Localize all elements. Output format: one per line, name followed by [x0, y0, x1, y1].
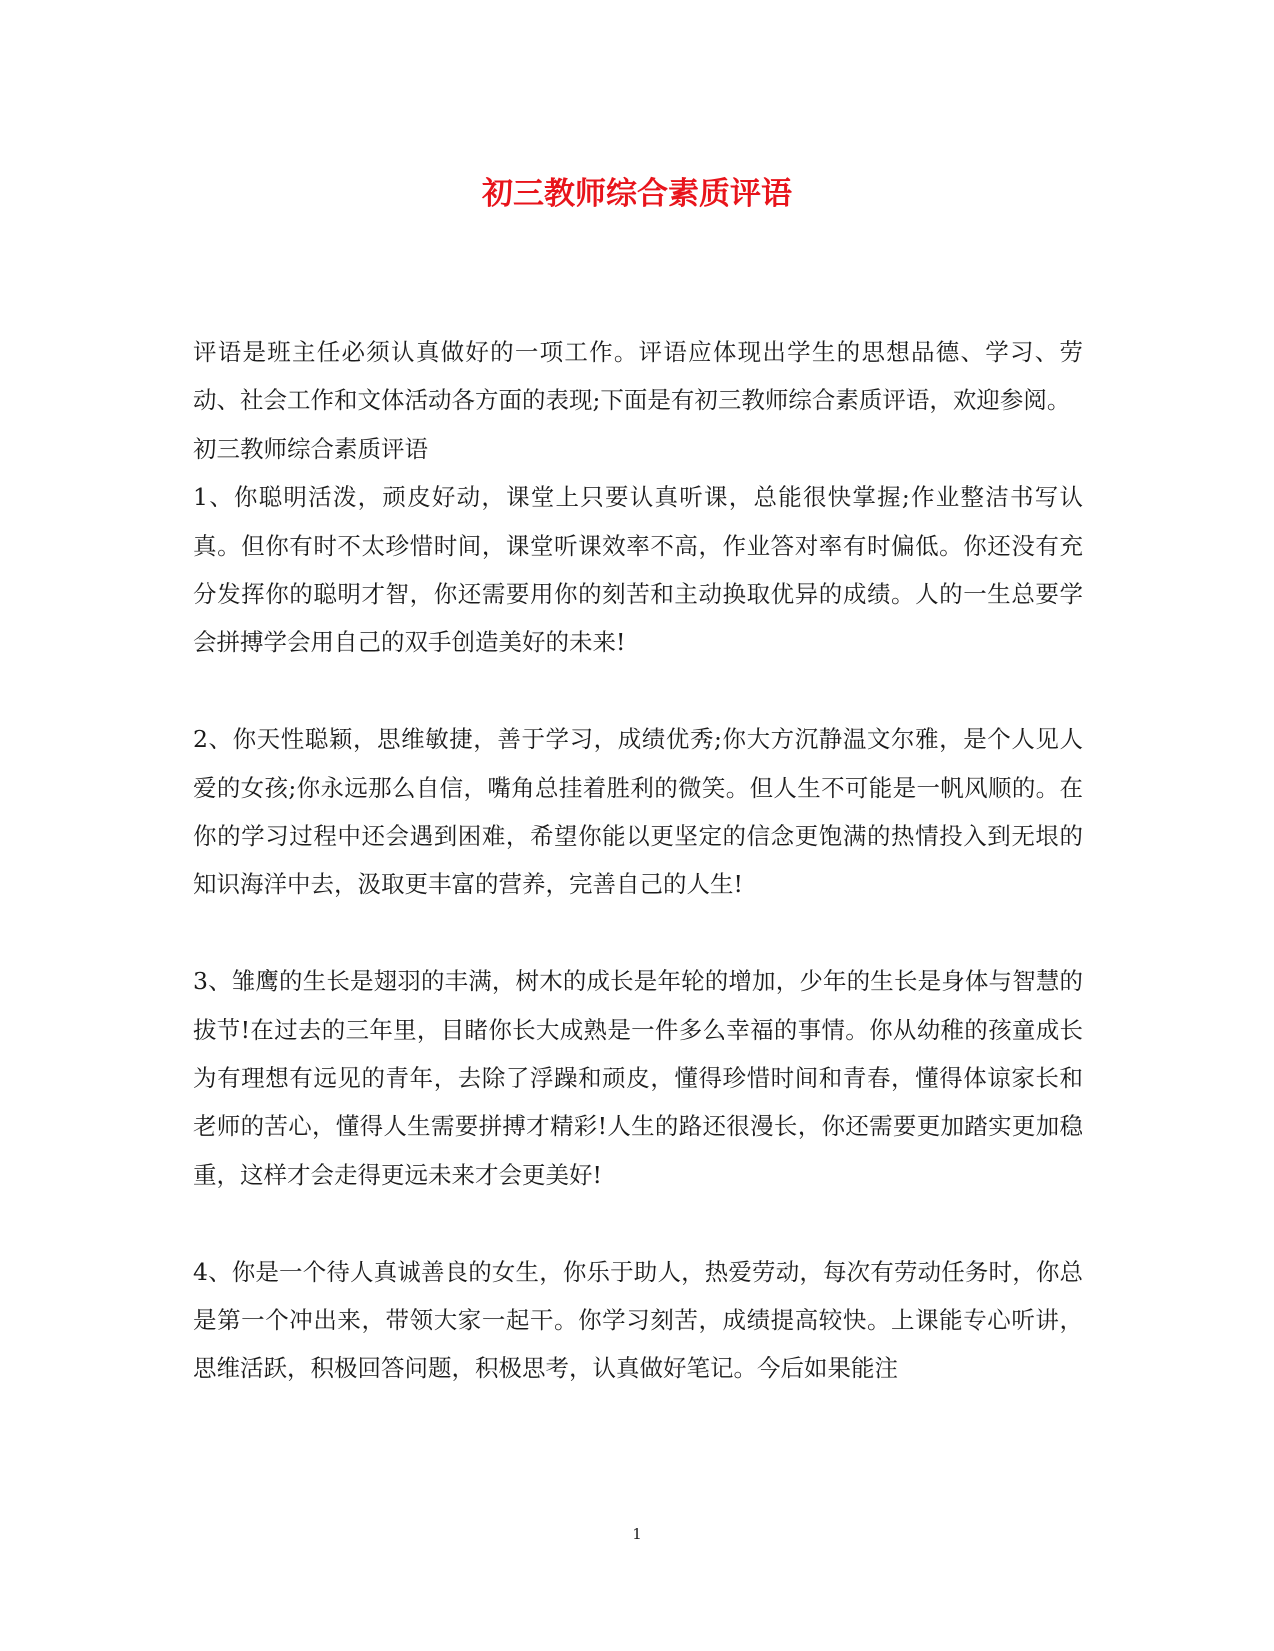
document-title: 初三教师综合素质评语	[482, 176, 792, 212]
comment-paragraph-3: 3、雏鹰的生长是翅羽的丰满，树木的成长是年轮的增加，少年的生长是身体与智慧的拔节!在过去的三年里，目睹你长大成熟是一件多么幸福的事情。你从幼稚的孩童成长为有理想有远见的青年，去除了浮躁和顽皮，懂得珍惜时间和青春，懂得体谅家长和老师的苦心，懂得人生需要拼搏才精彩!人生的路还很漫长，你还需要更加踏实更加稳重，这样才会走得更远未来才会更美好!	[193, 967, 1083, 1189]
comment-paragraph-4: 4、你是一个待人真诚善良的女生，你乐于助人，热爱劳动，每次有劳动任务时，你总是第一个冲出来，带领大家一起干。你学习刻苦，成绩提高较快。上课能专心听讲，思维活跃，积极回答问题，积极思考，认真做好笔记。今后如果能注	[193, 1257, 1083, 1383]
comment-paragraph-2: 2、你天性聪颖，思维敏捷，善于学习，成绩优秀;你大方沉静温文尔雅，是个人见人爱的女孩;你永远那么自信，嘴角总挂着胜利的微笑。但人生不可能是一帆风顺的。在你的学习过程中还会遇到困难，希望你能以更坚定的信念更饱满的热情投入到无垠的知识海洋中去，汲取更丰富的营养，完善自己的人生!	[193, 725, 1083, 899]
comment-paragraph-1: 1、你聪明活泼，顽皮好动，课堂上只要认真听课，总能很快掌握;作业整洁书写认真。但你有时不太珍惜时间，课堂听课效率不高，作业答对率有时偏低。你还没有充分发挥你的聪明才智，你还需要用你的刻苦和主动换取优异的成绩。人的一生总要学会拼搏学会用自己的双手创造美好的未来!	[193, 483, 1083, 657]
page-number: 1	[632, 1525, 642, 1543]
intro-paragraph: 评语是班主任必须认真做好的一项工作。评语应体现出学生的思想品德、学习、劳动、社会工作和文体活动各方面的表现;下面是有初三教师综合素质评语，欢迎参阅。	[193, 338, 1083, 415]
subheading: 初三教师综合素质评语	[193, 434, 428, 463]
document-body	[193, 328, 1083, 1393]
